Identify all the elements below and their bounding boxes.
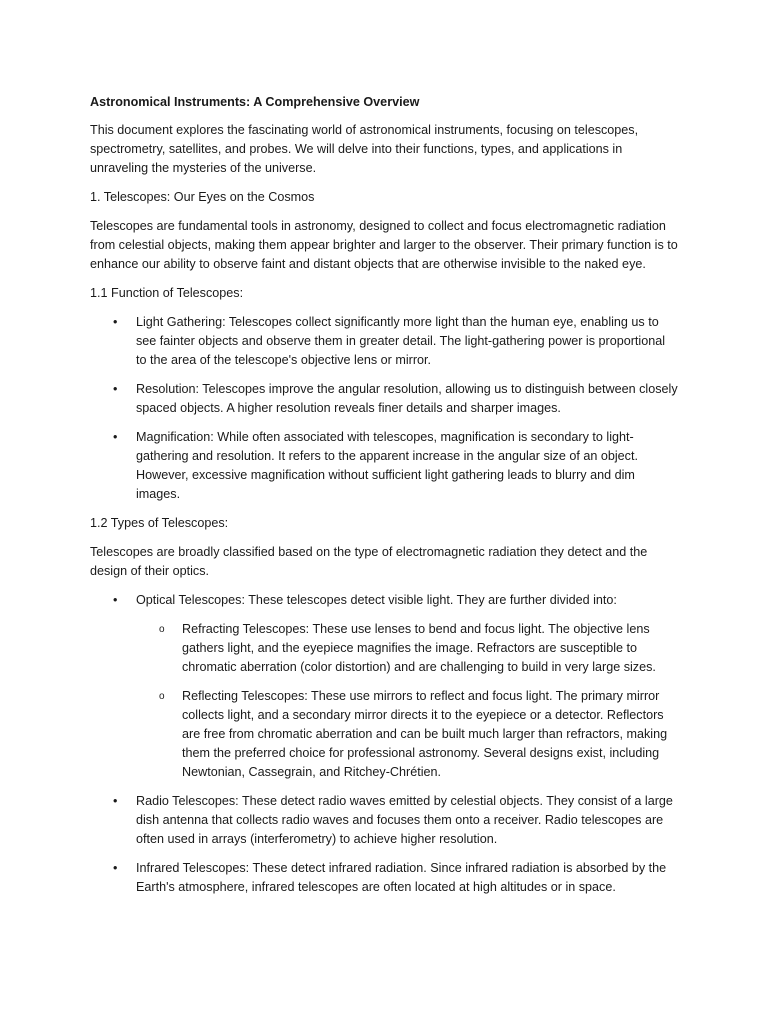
list-item-text: Infrared Telescopes: These detect infrared radiation. Since infrared radiation is absorbed by the Earth's atmosphere, infrared telescopes are often located at high altitudes or in space. [136, 861, 667, 894]
section-1-2-heading: 1.2 Types of Telescopes: [90, 516, 229, 530]
bullet-icon: • [113, 794, 118, 808]
list-item [90, 792, 678, 849]
sub-list-item [136, 620, 678, 677]
list-item-text: Radio Telescopes: These detect radio waves emitted by celestial objects. They consist of a large dish antenna that collects radio waves and focuses them onto a receiver. Radio telescopes are often used in arrays (interferometry) to achieve higher resolution. [136, 794, 673, 846]
types-list [90, 591, 678, 897]
section-1-1-heading: 1.1 Function of Telescopes: [90, 286, 244, 300]
circle-bullet-icon: o [159, 624, 165, 635]
list-item-text: Resolution: Telescopes improve the angular resolution, allowing us to distinguish between closely spaced objects. A higher resolution reveals finer details and sharper images. [136, 382, 678, 415]
list-item [90, 428, 678, 504]
section-1-heading: 1. Telescopes: Our Eyes on the Cosmos [90, 190, 315, 204]
section-1-paragraph: Telescopes are fundamental tools in astronomy, designed to collect and focus electromagnetic radiation from celestial objects, making them appear brighter and larger to the observer. Their primary function is to enhance our ability to observe faint and distant objects that are otherwise invisible to the naked eye. [90, 219, 678, 271]
list-item-text: Light Gathering: Telescopes collect significantly more light than the human eye, enabling us to see fainter objects and observe them in greater detail. The light-gathering power is proportional to the area of the telescope's objective lens or mirror. [136, 315, 666, 367]
bullet-icon: • [113, 315, 118, 329]
bullet-icon: • [113, 861, 118, 875]
list-item-text: Magnification: While often associated with telescopes, magnification is secondary to light-gathering and resolution. It refers to the apparent increase in the angular size of an object. However, excessive magnification without sufficient light gathering leads to blurry and dim images. [136, 430, 638, 501]
optical-sub-list [136, 620, 678, 782]
list-item [90, 591, 678, 782]
sub-list-item [136, 687, 678, 782]
function-list [90, 313, 678, 504]
list-item [90, 380, 678, 418]
document-title: Astronomical Instruments: A Comprehensive Overview [90, 95, 420, 109]
sub-list-item-text: Reflecting Telescopes: These use mirrors to reflect and focus light. The primary mirror collects light, and a secondary mirror directs it to the eyepiece or a detector. Reflectors are free from chromatic aberration and can be built much larger than refractors, making them the preferred choice for professional astronomy. Several designs exist, including Newtonian, Cassegrain, and Ritchey-Chrétien. [182, 689, 668, 779]
bullet-icon: • [113, 593, 118, 607]
intro-paragraph: This document explores the fascinating world of astronomical instruments, focusing on telescopes, spectrometry, satellites, and probes. We will delve into their functions, types, and applications in unraveling the mysteries of the universe. [90, 123, 639, 175]
list-item [90, 859, 678, 897]
bullet-icon: • [113, 430, 118, 444]
bullet-icon: • [113, 382, 118, 396]
sub-list-item-text: Refracting Telescopes: These use lenses to bend and focus light. The objective lens gathers light, and the eyepiece magnifies the image. Refractors are susceptible to chromatic aberration (color distortion) and are challenging to build in very large sizes. [182, 622, 656, 674]
section-1-2-paragraph: Telescopes are broadly classified based on the type of electromagnetic radiation they detect and the design of their optics. [90, 545, 648, 578]
circle-bullet-icon: o [159, 691, 165, 702]
list-item [90, 313, 678, 370]
list-item-text: Optical Telescopes: These telescopes detect visible light. They are further divided into: [136, 593, 617, 607]
